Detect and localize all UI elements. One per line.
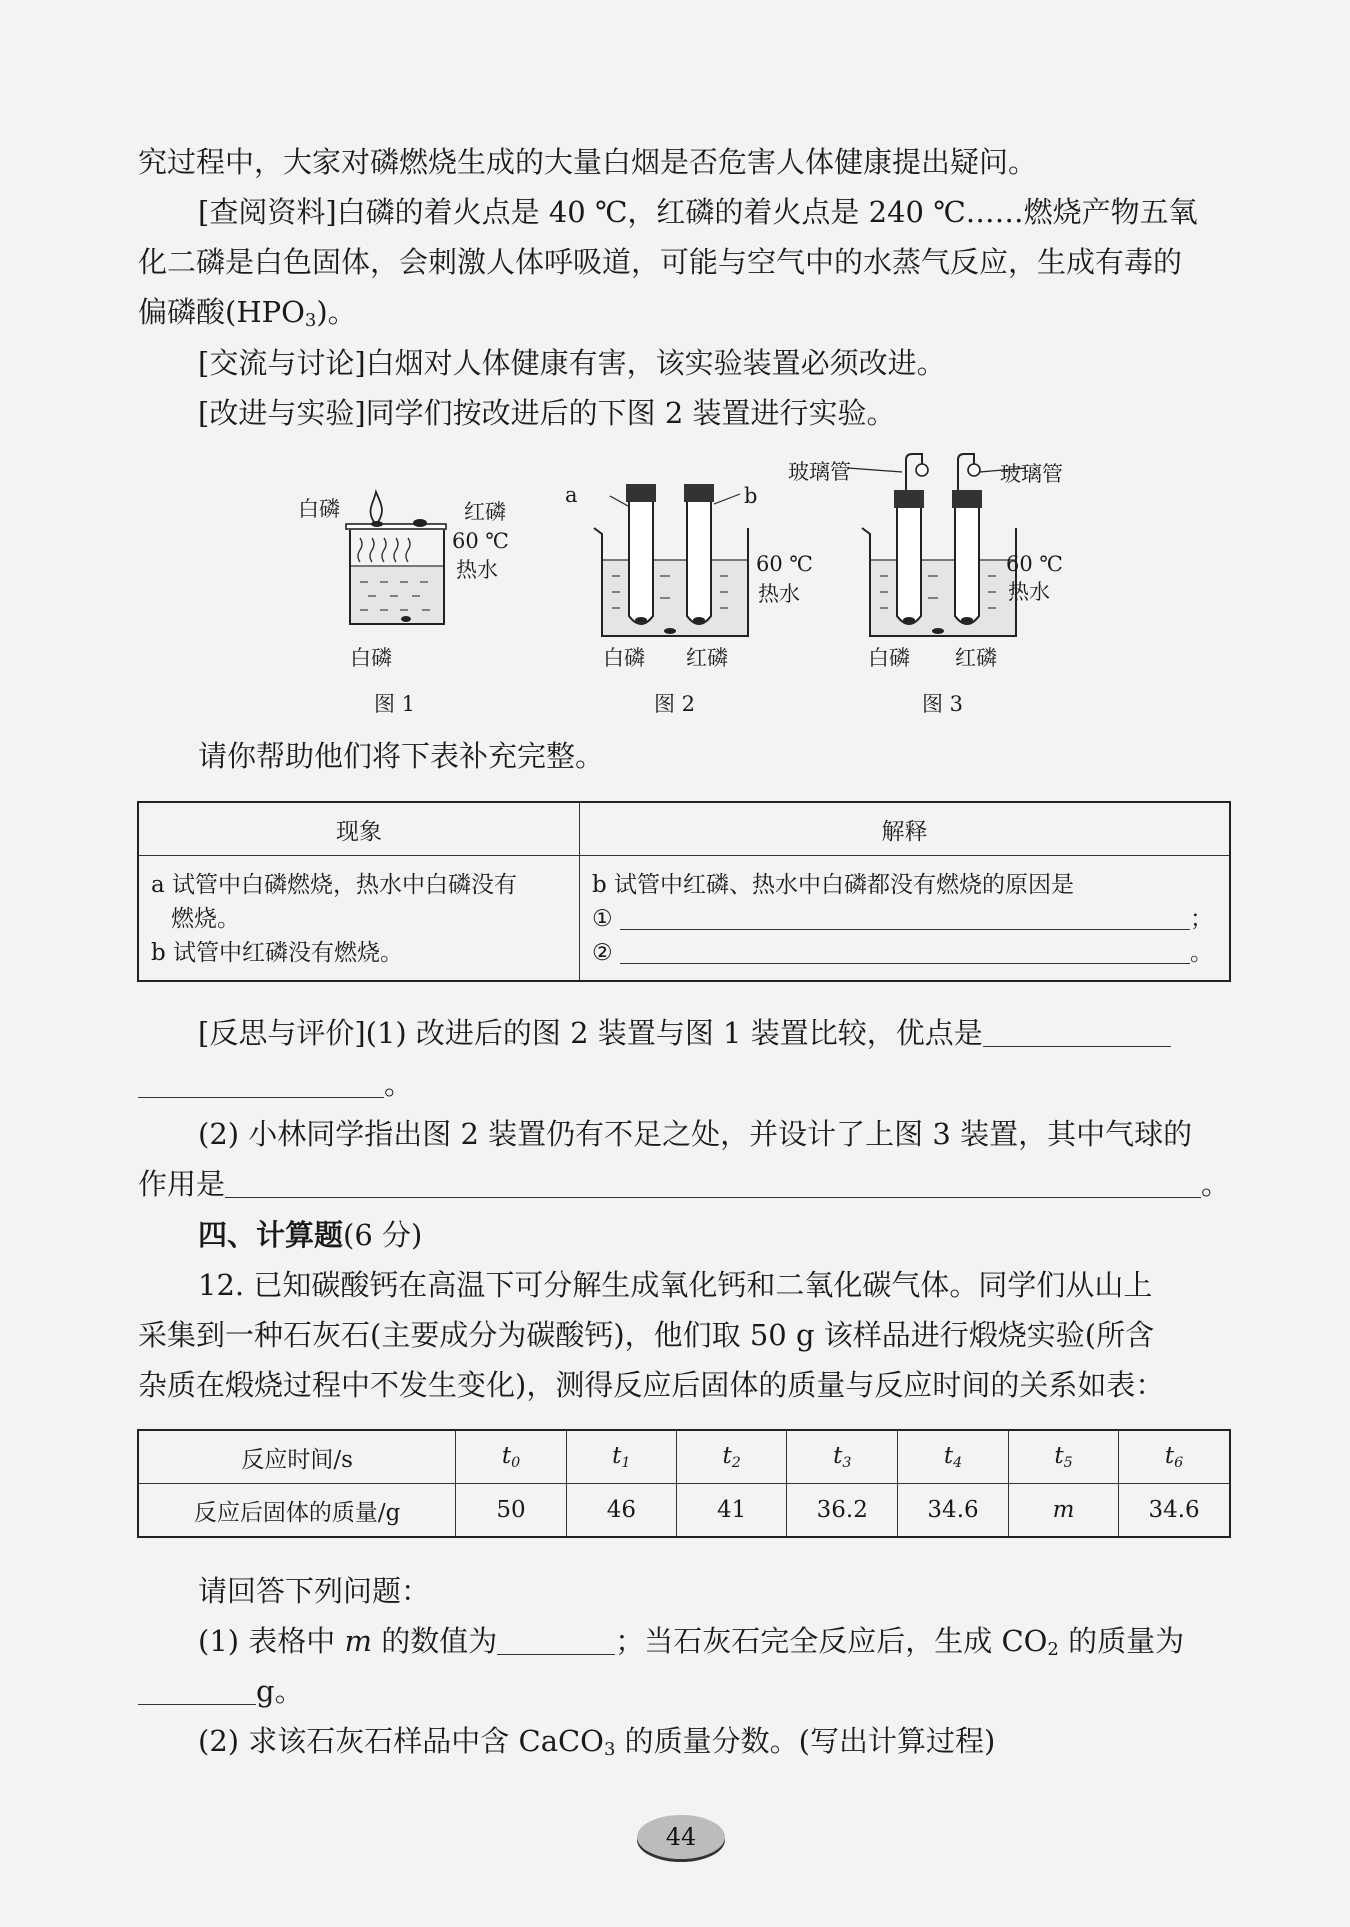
paragraph-line: [查阅资料]白磷的着火点是 40 ℃，红磷的着火点是 240 ℃……燃烧产物五氧 xyxy=(198,195,1198,229)
paragraph-line: 偏磷酸$(HPO_3)$。 xyxy=(138,295,357,331)
phenomenon-explanation-table xyxy=(137,801,1231,982)
fig3-label-white-p: 白磷 xyxy=(868,646,910,670)
fig1-label-white-p: 白磷 xyxy=(298,497,340,521)
row-label: 反应后固体的质量/g xyxy=(138,1484,456,1538)
fig1-label-white-p-bottom: 白磷 xyxy=(350,646,392,670)
phenomenon-line: a 试管中白磷燃烧，热水中白磷没有 xyxy=(151,872,518,898)
mass-time-table xyxy=(137,1429,1231,1538)
answer-blank[interactable] xyxy=(620,905,1190,930)
fig3-label-hot-water: 热水 xyxy=(1008,580,1050,604)
section-heading: 四、计算题(6 分) xyxy=(198,1218,423,1252)
fig3-label-red-p: 红磷 xyxy=(955,646,997,670)
fig2-label-red-p: 红磷 xyxy=(686,646,728,670)
phenomenon-cell xyxy=(138,856,580,982)
fig2-label-temp: 60 ℃ xyxy=(756,552,813,576)
explanation-item-2: ② 。 xyxy=(592,940,1213,966)
paragraph-line: [反思与评价](1) 改进后的图 2 装置与图 1 装置比较，优点是 xyxy=(198,1013,1171,1053)
fig1-label-red-p: 红磷 xyxy=(464,500,506,524)
explanation-cell xyxy=(580,856,1231,982)
mass-cell: 50 xyxy=(456,1484,566,1538)
paragraph-line: 究过程中，大家对磷燃烧生成的大量白烟是否危害人体健康提出疑问。 xyxy=(138,145,1038,179)
time-cell: $t_1$ xyxy=(566,1430,676,1484)
fig2-label-a: a xyxy=(565,483,578,507)
mass-cell: 41 xyxy=(677,1484,787,1538)
paragraph-line: [交流与讨论]白烟对人体健康有害，该实验装置必须改进。 xyxy=(198,346,946,380)
time-cell: $t_6$ xyxy=(1119,1430,1230,1484)
mass-cell: 46 xyxy=(566,1484,676,1538)
fig1-label-hot-water: 热水 xyxy=(456,558,498,582)
time-cell: $t_3$ xyxy=(787,1430,898,1484)
fig3-label-glass-tube-left: 玻璃管 xyxy=(788,460,851,484)
mass-cell: 34.6 xyxy=(898,1484,1009,1538)
explanation-intro: b 试管中红磷、热水中白磷都没有燃烧的原因是 xyxy=(592,872,1075,898)
answer-blank[interactable] xyxy=(620,939,1190,964)
mass-cell: 36.2 xyxy=(787,1484,898,1538)
fig2-label-white-p: 白磷 xyxy=(603,646,645,670)
fig1-label-temp: 60 ℃ xyxy=(452,529,509,553)
phenomenon-line: b 试管中红磷没有燃烧。 xyxy=(151,940,404,966)
answer-blank[interactable] xyxy=(983,1018,1171,1047)
paragraph-line: (1) 表格中 m 的数值为 ；当石灰石完全反应后，生成 $CO_2$ 的质量为 xyxy=(198,1624,1185,1660)
answer-blank[interactable] xyxy=(138,1676,256,1705)
fig2-label-b: b xyxy=(744,484,758,508)
paragraph-line: 请你帮助他们将下表补充完整。 xyxy=(198,739,605,773)
fig3-caption: 图 3 xyxy=(922,692,964,716)
paragraph-line: 。 xyxy=(138,1064,413,1104)
page-number: 44 xyxy=(637,1815,725,1859)
fig2-caption: 图 2 xyxy=(654,692,696,716)
fig3-label-temp: 60 ℃ xyxy=(1006,552,1063,576)
paragraph-line: (2) 小林同学指出图 2 装置仍有不足之处，并设计了上图 3 装置，其中气球的 xyxy=(198,1117,1193,1151)
table-header: 解释 xyxy=(580,802,1231,856)
paragraph-line: 化二磷是白色固体，会刺激人体呼吸道，可能与空气中的水蒸气反应，生成有毒的 xyxy=(138,245,1183,279)
paragraph-line: 作用是 。 xyxy=(138,1167,1231,1201)
mass-cell: 34.6 xyxy=(1119,1484,1230,1538)
explanation-item-1: ① ； xyxy=(592,906,1213,932)
paragraph-line: 杂质在煅烧过程中不发生变化)，测得反应后固体的质量与反应时间的关系如表： xyxy=(138,1368,1165,1402)
paragraph-line: g。 xyxy=(138,1671,304,1711)
time-cell: $t_5$ xyxy=(1008,1430,1118,1484)
row-label: 反应时间/s xyxy=(138,1430,456,1484)
answer-blank[interactable] xyxy=(225,1169,1201,1198)
figure-2-test-tubes xyxy=(590,476,760,650)
figure-1-beaker xyxy=(340,490,470,634)
fig1-caption: 图 1 xyxy=(374,692,416,716)
paragraph-line: (2) 求该石灰石样品中含 CaCO$_3$ 的质量分数。(写出计算过程) xyxy=(198,1724,996,1760)
fig3-label-glass-tube-right: 玻璃管 xyxy=(1000,462,1063,486)
paragraph-line: 12. 已知碳酸钙在高温下可分解生成氧化钙和二氧化碳气体。同学们从山上 xyxy=(198,1268,1153,1302)
paragraph-line: 采集到一种石灰石(主要成分为碳酸钙)，他们取 50 g 该样品进行煅烧实验(所含 xyxy=(138,1318,1155,1352)
answer-blank[interactable] xyxy=(138,1069,384,1098)
table-header: 现象 xyxy=(138,802,580,856)
time-cell: $t_2$ xyxy=(677,1430,787,1484)
paragraph-line: [改进与实验]同学们按改进后的下图 2 装置进行实验。 xyxy=(198,396,896,430)
fig2-label-hot-water: 热水 xyxy=(758,582,800,606)
phenomenon-line: 燃烧。 xyxy=(171,906,240,932)
time-cell: $t_4$ xyxy=(898,1430,1009,1484)
mass-cell: m xyxy=(1008,1484,1118,1538)
answer-blank[interactable] xyxy=(497,1626,615,1655)
paragraph-line: 请回答下列问题： xyxy=(198,1574,431,1608)
time-cell: $t_0$ xyxy=(456,1430,566,1484)
